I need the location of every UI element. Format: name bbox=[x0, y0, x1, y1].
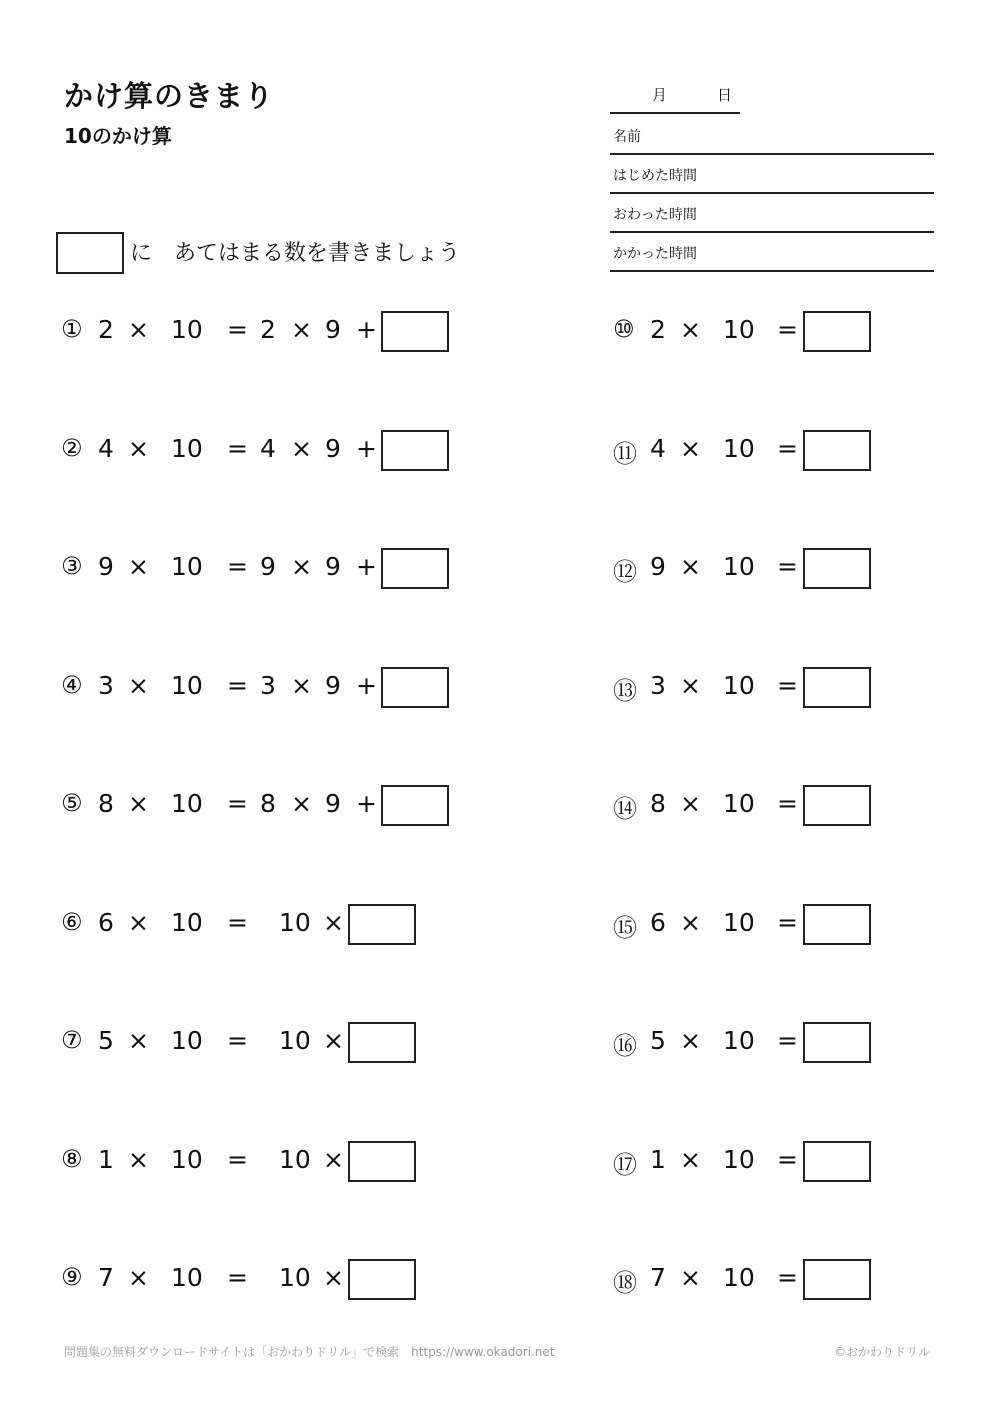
problem-number: ① bbox=[61, 315, 83, 343]
name-field[interactable] bbox=[610, 116, 934, 155]
problem-number: ④ bbox=[61, 670, 83, 699]
problem-number: ⑪ bbox=[613, 439, 637, 468]
multiplicand: 8 bbox=[650, 789, 666, 818]
problem-right-17 bbox=[0, 1141, 990, 1181]
rhs-times-sign: × bbox=[291, 789, 312, 818]
equals-sign: = bbox=[227, 433, 248, 463]
times-sign: × bbox=[680, 433, 701, 463]
problem-number: ⑬ bbox=[613, 676, 637, 705]
rhs-multiplicand: 10 bbox=[279, 1026, 311, 1055]
rhs-multiplicand: 9 bbox=[260, 552, 276, 581]
multiplicand: 5 bbox=[98, 1026, 114, 1055]
multiplier: 10 bbox=[723, 315, 755, 344]
instruction-sample-box bbox=[56, 232, 124, 274]
multiplicand: 9 bbox=[650, 552, 666, 581]
multiplicand: 4 bbox=[650, 433, 666, 463]
multiplicand: 9 bbox=[98, 552, 114, 581]
multiplicand: 1 bbox=[98, 1144, 114, 1174]
equals-sign: = bbox=[227, 552, 248, 581]
multiplier: 10 bbox=[171, 1144, 203, 1174]
rhs-multiplier: 9 bbox=[325, 789, 341, 818]
multiplicand: 2 bbox=[98, 315, 114, 344]
multiplier: 10 bbox=[171, 1026, 203, 1055]
rhs-times-sign: × bbox=[291, 670, 312, 700]
rhs-multiplicand: 2 bbox=[260, 315, 276, 344]
multiplier: 10 bbox=[171, 1263, 203, 1292]
multiplicand: 7 bbox=[650, 1263, 666, 1292]
equals-sign: = bbox=[777, 315, 798, 344]
footer-copyright: ©おかわりドリル bbox=[833, 1345, 930, 1359]
rhs-times-sign: × bbox=[323, 907, 344, 937]
multiplicand: 3 bbox=[650, 670, 666, 700]
rhs-multiplicand: 10 bbox=[279, 907, 311, 937]
equals-sign: = bbox=[227, 907, 248, 937]
times-sign: × bbox=[128, 1026, 149, 1055]
multiplier: 10 bbox=[723, 552, 755, 581]
equals-sign: = bbox=[777, 1026, 798, 1055]
problem-number: ⑱ bbox=[613, 1269, 637, 1297]
multiplicand: 6 bbox=[650, 907, 666, 937]
rhs-multiplicand: 8 bbox=[260, 789, 276, 818]
elapsed-time-label: かかった時間 bbox=[613, 246, 697, 262]
rhs-multiplier: 9 bbox=[325, 433, 341, 463]
end-time-label: おわった時間 bbox=[613, 207, 697, 223]
rhs-multiplicand: 4 bbox=[260, 433, 276, 463]
equals-sign: = bbox=[227, 1026, 248, 1055]
problem-number: ⑰ bbox=[613, 1150, 637, 1179]
equals-sign: = bbox=[227, 789, 248, 818]
rhs-multiplicand: 10 bbox=[279, 1263, 311, 1292]
problem-number: ⑦ bbox=[61, 1026, 83, 1054]
multiplicand: 8 bbox=[98, 789, 114, 818]
multiplier: 10 bbox=[171, 907, 203, 937]
multiplicand: 5 bbox=[650, 1026, 666, 1055]
equals-sign: = bbox=[227, 1144, 248, 1174]
problem-number: ⑤ bbox=[61, 789, 83, 817]
multiplier: 10 bbox=[171, 315, 203, 344]
answer-box[interactable] bbox=[803, 904, 871, 945]
times-sign: × bbox=[680, 1026, 701, 1055]
multiplicand: 7 bbox=[98, 1263, 114, 1292]
problem-number: ⑥ bbox=[61, 907, 83, 936]
multiplier: 10 bbox=[723, 789, 755, 818]
answer-box[interactable] bbox=[803, 1141, 871, 1182]
rhs-multiplier: 9 bbox=[325, 670, 341, 700]
multiplier: 10 bbox=[171, 670, 203, 700]
problem-number: ⑧ bbox=[61, 1144, 83, 1173]
rhs-times-sign: × bbox=[291, 315, 312, 344]
plus-sign: + bbox=[356, 789, 377, 818]
multiplier: 10 bbox=[723, 1026, 755, 1055]
multiplier: 10 bbox=[723, 433, 755, 463]
times-sign: × bbox=[128, 789, 149, 818]
worksheet-title: かけ算のきまり bbox=[64, 79, 275, 113]
rhs-times-sign: × bbox=[323, 1026, 344, 1055]
rhs-times-sign: × bbox=[291, 433, 312, 463]
rhs-times-sign: × bbox=[323, 1263, 344, 1292]
multiplier: 10 bbox=[171, 433, 203, 463]
times-sign: × bbox=[128, 670, 149, 700]
times-sign: × bbox=[680, 789, 701, 818]
multiplier: 10 bbox=[171, 789, 203, 818]
problem-number: ⑫ bbox=[613, 558, 637, 586]
problem-number: ⑮ bbox=[613, 913, 637, 942]
times-sign: × bbox=[680, 907, 701, 937]
problem-number: ② bbox=[61, 433, 83, 462]
date-field[interactable] bbox=[610, 84, 740, 114]
equals-sign: = bbox=[227, 315, 248, 344]
equals-sign: = bbox=[777, 1263, 798, 1292]
plus-sign: + bbox=[356, 670, 377, 700]
times-sign: × bbox=[128, 907, 149, 937]
equals-sign: = bbox=[777, 789, 798, 818]
equals-sign: = bbox=[777, 907, 798, 937]
equals-sign: = bbox=[777, 433, 798, 463]
problem-right-16 bbox=[0, 1022, 990, 1062]
problem-number: ⑨ bbox=[61, 1263, 83, 1291]
problem-number: ⑭ bbox=[613, 795, 637, 823]
times-sign: × bbox=[128, 1144, 149, 1174]
rhs-times-sign: × bbox=[291, 552, 312, 581]
multiplicand: 2 bbox=[650, 315, 666, 344]
worksheet-subtitle: 10のかけ算 bbox=[64, 124, 172, 148]
equals-sign: = bbox=[777, 1144, 798, 1174]
times-sign: × bbox=[128, 315, 149, 344]
times-sign: × bbox=[128, 552, 149, 581]
times-sign: × bbox=[680, 1263, 701, 1292]
start-time-field[interactable] bbox=[610, 155, 934, 194]
times-sign: × bbox=[680, 315, 701, 344]
answer-box[interactable] bbox=[803, 548, 871, 589]
rhs-multiplicand: 3 bbox=[260, 670, 276, 700]
name-label: 名前 bbox=[613, 129, 641, 145]
problem-right-13 bbox=[0, 667, 990, 707]
times-sign: × bbox=[680, 552, 701, 581]
instruction-text: に あてはまる数を書きましょう bbox=[130, 241, 461, 266]
problem-right-10 bbox=[0, 311, 990, 351]
equals-sign: = bbox=[227, 670, 248, 700]
multiplicand: 4 bbox=[98, 433, 114, 463]
rhs-multiplicand: 10 bbox=[279, 1144, 311, 1174]
plus-sign: + bbox=[356, 552, 377, 581]
answer-box[interactable] bbox=[803, 667, 871, 708]
start-time-label: はじめた時間 bbox=[613, 168, 697, 184]
multiplier: 10 bbox=[723, 907, 755, 937]
answer-box[interactable] bbox=[803, 430, 871, 471]
times-sign: × bbox=[680, 670, 701, 700]
answer-box[interactable] bbox=[803, 785, 871, 826]
multiplier: 10 bbox=[171, 552, 203, 581]
times-sign: × bbox=[128, 1263, 149, 1292]
rhs-multiplier: 9 bbox=[325, 552, 341, 581]
multiplier: 10 bbox=[723, 670, 755, 700]
multiplicand: 3 bbox=[98, 670, 114, 700]
problem-number: ⑩ bbox=[613, 315, 635, 343]
multiplier: 10 bbox=[723, 1144, 755, 1174]
times-sign: × bbox=[128, 433, 149, 463]
problem-right-18 bbox=[0, 1259, 990, 1299]
rhs-multiplier: 9 bbox=[325, 315, 341, 344]
answer-box[interactable] bbox=[803, 1259, 871, 1300]
elapsed-time-field[interactable] bbox=[610, 233, 934, 272]
multiplicand: 6 bbox=[98, 907, 114, 937]
plus-sign: + bbox=[356, 433, 377, 463]
answer-box[interactable] bbox=[803, 1022, 871, 1063]
answer-box[interactable] bbox=[803, 311, 871, 352]
day-label: 日 bbox=[717, 86, 733, 104]
problem-right-14 bbox=[0, 785, 990, 825]
plus-sign: + bbox=[356, 315, 377, 344]
footer-site-text: 問題集の無料ダウンロードサイトは「おかわりドリル」で検索 https://www.okadori.net bbox=[64, 1345, 555, 1359]
problem-right-12 bbox=[0, 548, 990, 588]
problem-number: ③ bbox=[61, 552, 83, 580]
equals-sign: = bbox=[227, 1263, 248, 1292]
multiplicand: 1 bbox=[650, 1144, 666, 1174]
month-label: 月 bbox=[652, 86, 668, 104]
equals-sign: = bbox=[777, 552, 798, 581]
rhs-times-sign: × bbox=[323, 1144, 344, 1174]
problem-right-11 bbox=[0, 430, 990, 470]
problem-right-15 bbox=[0, 904, 990, 944]
multiplier: 10 bbox=[723, 1263, 755, 1292]
times-sign: × bbox=[680, 1144, 701, 1174]
end-time-field[interactable] bbox=[610, 194, 934, 233]
equals-sign: = bbox=[777, 670, 798, 700]
problem-number: ⑯ bbox=[613, 1032, 637, 1060]
